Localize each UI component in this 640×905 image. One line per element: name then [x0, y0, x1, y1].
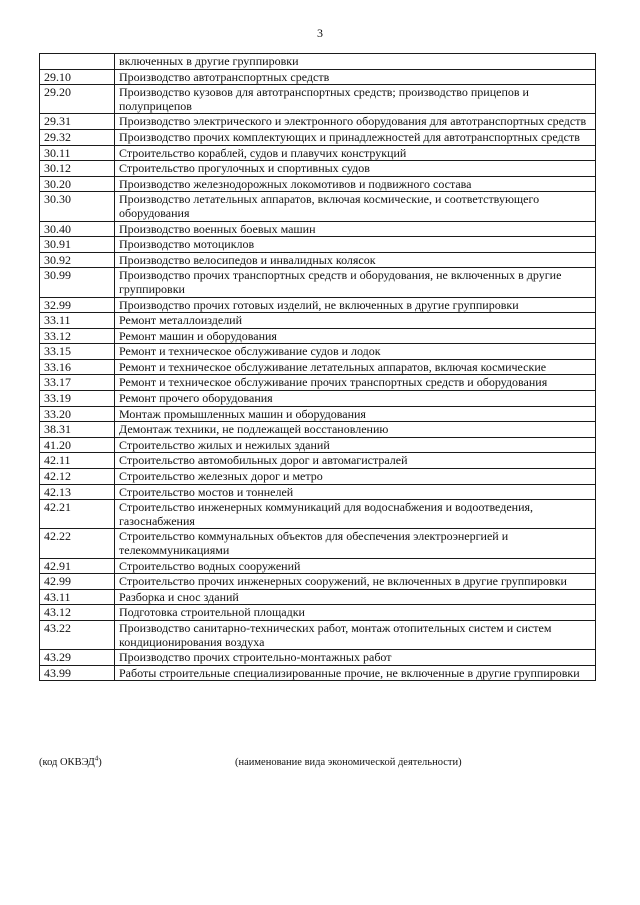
- activity-name-cell: Производство военных боевых машин: [115, 221, 596, 237]
- table-row: [40, 589, 596, 605]
- activity-name-cell: Производство велосипедов и инвалидных колясок: [115, 252, 596, 268]
- table-row: [40, 391, 596, 407]
- activity-name-cell: Производство прочих готовых изделий, не включенных в другие группировки: [115, 297, 596, 313]
- okved-code-cell: 43.11: [40, 589, 115, 605]
- table-row: [40, 406, 596, 422]
- table-row: [40, 574, 596, 590]
- okved-code-cell: 33.16: [40, 359, 115, 375]
- table-row: [40, 422, 596, 438]
- okved-code-cell: 30.20: [40, 176, 115, 192]
- activity-name-cell: Ремонт и техническое обслуживание судов и лодок: [115, 344, 596, 360]
- table-row: [40, 297, 596, 313]
- okved-code-cell: 43.99: [40, 665, 115, 681]
- okved-code-cell: 43.29: [40, 650, 115, 666]
- code-caption-close: ): [98, 757, 102, 768]
- okved-code-cell: 29.31: [40, 114, 115, 130]
- activity-name-cell: Строительство коммунальных объектов для обеспечения электроэнергией и телекоммуникациями: [115, 529, 596, 558]
- okved-code-cell: 42.13: [40, 484, 115, 500]
- activity-name-cell: Производство прочих строительно-монтажных работ: [115, 650, 596, 666]
- table-row: [40, 620, 596, 649]
- activity-name-cell: Производство прочих транспортных средств и оборудования, не включенных в другие группировки: [115, 268, 596, 297]
- activity-name-cell: Строительство водных сооружений: [115, 558, 596, 574]
- okved-table: [39, 53, 596, 681]
- activity-name-cell: включенных в другие группировки: [115, 54, 596, 70]
- table-row: [40, 500, 596, 529]
- okved-code-cell: 42.91: [40, 558, 115, 574]
- activity-name-cell: Монтаж промышленных машин и оборудования: [115, 406, 596, 422]
- page-number: 3: [317, 26, 323, 40]
- activity-name-cell: Строительство жилых и нежилых зданий: [115, 437, 596, 453]
- activity-name-cell: Строительство прочих инженерных сооружений, не включенных в другие группировки: [115, 574, 596, 590]
- activity-name-cell: Производство железнодорожных локомотивов и подвижного состава: [115, 176, 596, 192]
- okved-code-cell: 30.40: [40, 221, 115, 237]
- activity-name-cell: Строительство мостов и тоннелей: [115, 484, 596, 500]
- table-row: [40, 252, 596, 268]
- activity-name-cell: Ремонт металлоизделий: [115, 313, 596, 329]
- table-row: [40, 437, 596, 453]
- okved-code-cell: 29.10: [40, 69, 115, 85]
- table-row: [40, 328, 596, 344]
- activity-name-cell: Ремонт и техническое обслуживание летательных аппаратов, включая космические: [115, 359, 596, 375]
- table-row: [40, 453, 596, 469]
- okved-code-cell: 33.20: [40, 406, 115, 422]
- activity-name-cell: Производство летательных аппаратов, включая космические, и соответствующего оборудования: [115, 192, 596, 221]
- okved-code-cell: 42.11: [40, 453, 115, 469]
- activity-name-cell: Демонтаж техники, не подлежащей восстановлению: [115, 422, 596, 438]
- activity-name-cell: Работы строительные специализированные прочие, не включенные в другие группировки: [115, 665, 596, 681]
- table-row: [40, 192, 596, 221]
- okved-code-cell: 29.32: [40, 129, 115, 145]
- okved-code-cell: 30.99: [40, 268, 115, 297]
- table-row: [40, 237, 596, 253]
- table-row: [40, 665, 596, 681]
- activity-name-cell: Ремонт и техническое обслуживание прочих транспортных средств и оборудования: [115, 375, 596, 391]
- okved-code-cell: 33.12: [40, 328, 115, 344]
- activity-name-cell: Производство автотранспортных средств: [115, 69, 596, 85]
- table-row: [40, 484, 596, 500]
- okved-code-cell: 30.91: [40, 237, 115, 253]
- activity-name-cell: Производство кузовов для автотранспортных средств; производство прицепов и полуприцепов: [115, 85, 596, 114]
- okved-table-body: [40, 54, 596, 681]
- okved-code-cell: 33.17: [40, 375, 115, 391]
- okved-code-cell: 30.12: [40, 161, 115, 177]
- table-row: [40, 344, 596, 360]
- okved-code-cell: 42.99: [40, 574, 115, 590]
- okved-code-cell: 33.15: [40, 344, 115, 360]
- code-column-caption: [39, 754, 102, 769]
- activity-name-cell: Подготовка строительной площадки: [115, 605, 596, 621]
- table-row: [40, 129, 596, 145]
- okved-code-cell: 30.92: [40, 252, 115, 268]
- okved-code-cell: 29.20: [40, 85, 115, 114]
- table-row: [40, 359, 596, 375]
- okved-code-cell: 42.21: [40, 500, 115, 529]
- okved-code-cell: 43.22: [40, 620, 115, 649]
- activity-name-cell: Строительство железных дорог и метро: [115, 469, 596, 485]
- activity-name-cell: Производство санитарно-технических работ, монтаж отопительных систем и систем кондиционирования воздуха: [115, 620, 596, 649]
- table-row: [40, 54, 596, 70]
- activity-name-cell: Строительство прогулочных и спортивных судов: [115, 161, 596, 177]
- okved-code-cell: 30.30: [40, 192, 115, 221]
- okved-code-cell: 33.19: [40, 391, 115, 407]
- footnote-marker: 4: [94, 754, 99, 763]
- activity-name-cell: Ремонт машин и оборудования: [115, 328, 596, 344]
- table-row: [40, 529, 596, 558]
- table-footnote: [39, 754, 596, 769]
- activity-name-cell: Строительство инженерных коммуникаций для водоснабжения и водоотведения, газоснабжения: [115, 500, 596, 529]
- okved-code-cell: 43.12: [40, 605, 115, 621]
- table-row: [40, 375, 596, 391]
- table-row: [40, 69, 596, 85]
- table-row: [40, 558, 596, 574]
- table-row: [40, 313, 596, 329]
- table-row: [40, 650, 596, 666]
- table-row: [40, 85, 596, 114]
- okved-code-cell: 30.11: [40, 145, 115, 161]
- table-row: [40, 469, 596, 485]
- table-row: [40, 176, 596, 192]
- activity-name-cell: Производство электрического и электронного оборудования для автотранспортных средств: [115, 114, 596, 130]
- code-caption-text: (код ОКВЭД: [39, 757, 95, 768]
- table-row: [40, 268, 596, 297]
- table-row: [40, 114, 596, 130]
- activity-name-cell: Разборка и снос зданий: [115, 589, 596, 605]
- table-row: [40, 605, 596, 621]
- activity-name-cell: Ремонт прочего оборудования: [115, 391, 596, 407]
- okved-code-cell: [40, 54, 115, 70]
- name-column-caption: (наименование вида экономической деятельности): [235, 757, 462, 768]
- activity-name-cell: Строительство кораблей, судов и плавучих конструкций: [115, 145, 596, 161]
- activity-name-cell: Производство мотоциклов: [115, 237, 596, 253]
- okved-code-cell: 42.12: [40, 469, 115, 485]
- okved-code-cell: 42.22: [40, 529, 115, 558]
- okved-code-cell: 38.31: [40, 422, 115, 438]
- table-row: [40, 221, 596, 237]
- table-row: [40, 161, 596, 177]
- table-row: [40, 145, 596, 161]
- activity-name-cell: Строительство автомобильных дорог и автомагистралей: [115, 453, 596, 469]
- okved-code-cell: 33.11: [40, 313, 115, 329]
- okved-code-cell: 32.99: [40, 297, 115, 313]
- okved-code-cell: 41.20: [40, 437, 115, 453]
- activity-name-cell: Производство прочих комплектующих и принадлежностей для автотранспортных средств: [115, 129, 596, 145]
